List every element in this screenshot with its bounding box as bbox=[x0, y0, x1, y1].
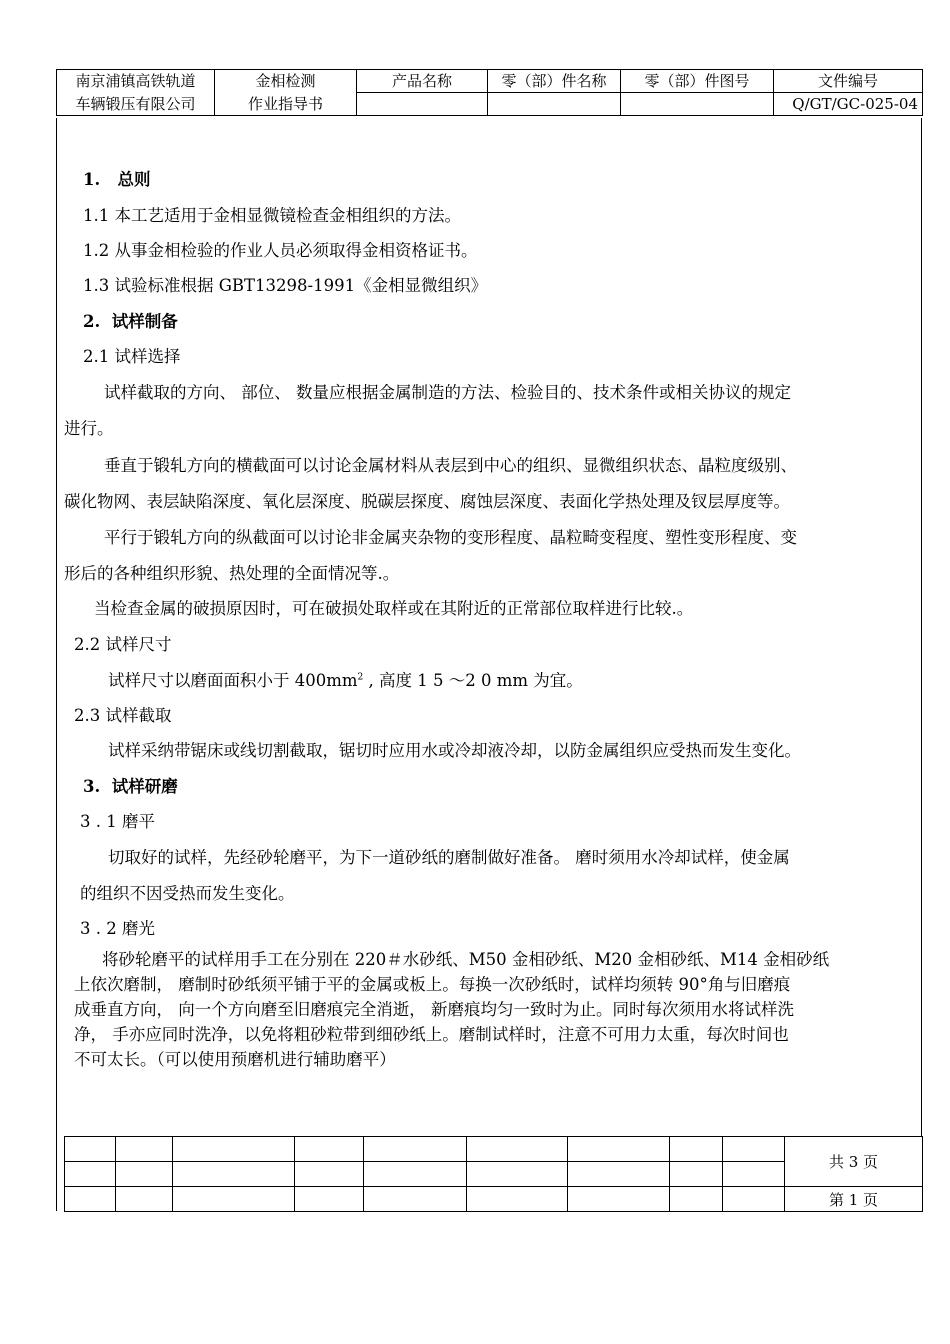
part-drawing-value bbox=[621, 93, 774, 116]
document-frame bbox=[56, 69, 922, 1211]
clause-1-3: 1.3 试验标准根据 GBT13298-1991《金相显微组织》 bbox=[83, 276, 488, 295]
para-8-line-2: 上依次磨制， 磨制时砂纸须平铺于平的金属或板上。每换一次砂纸时，试样均须转 90°角与旧磨痕 bbox=[74, 975, 791, 994]
footer-cell bbox=[173, 1137, 295, 1162]
footer-cell bbox=[116, 1187, 173, 1212]
col-part-name: 零（部）件名称 bbox=[488, 70, 621, 93]
clause-1-2: 1.2 从事金相检验的作业人员必须取得金相资格证书。 bbox=[83, 241, 478, 260]
footer-cell bbox=[723, 1137, 785, 1162]
para-1-line-1: 试样截取的方向、 部位、 数量应根据金属制造的方法、检验目的、技术条件或相关协议的规定 bbox=[104, 383, 791, 402]
para-5-superscript: 2 bbox=[357, 672, 364, 683]
section-3-title: 3. 试样研磨 bbox=[83, 777, 178, 796]
para-5-text-a: 试样尺寸以磨面面积小于 400mm bbox=[108, 671, 358, 690]
para-8-line-3: 成垂直方向， 向一个方向磨至旧磨痕完全消逝， 新磨痕均匀一致时为止。同时每次须用水将试样洗 bbox=[74, 1000, 794, 1019]
para-8-line-4: 净， 手亦应同时洗净，以免将粗砂粒带到细砂纸上。磨制试样时，注意不可用力太重，每次时间也 bbox=[74, 1025, 789, 1044]
para-5 bbox=[108, 667, 583, 691]
clause-2-2: 2.2 试样尺寸 bbox=[74, 635, 172, 654]
section-2-title: 2. 试样制备 bbox=[83, 312, 178, 331]
footer-cell bbox=[723, 1187, 785, 1212]
para-5-text-b: , 高度 1 5 ～2 0 mm 为宜。 bbox=[363, 671, 583, 690]
footer-cell bbox=[65, 1137, 116, 1162]
doc-number-value: Q/GT/GC-025-04 bbox=[774, 93, 923, 116]
footer-cell bbox=[295, 1137, 364, 1162]
clause-2-3: 2.3 试样截取 bbox=[74, 706, 172, 725]
col-product-name: 产品名称 bbox=[357, 70, 488, 93]
total-pages: 共 3 页 bbox=[785, 1137, 923, 1187]
col-doc-number: 文件编号 bbox=[774, 70, 923, 93]
footer-cell bbox=[173, 1187, 295, 1212]
clause-2-1: 2.1 试样选择 bbox=[83, 347, 181, 366]
part-name-value bbox=[488, 93, 621, 116]
para-7-line-2: 的组织不因受热而发生变化。 bbox=[80, 884, 295, 903]
footer-cell bbox=[670, 1162, 723, 1187]
clause-3-2: 3 . 2 磨光 bbox=[80, 919, 155, 938]
para-3-line-2: 形后的各种组织形貌、热处理的全面情况等.。 bbox=[64, 564, 400, 583]
para-4: 当检查金属的破损原因时，可在破损处取样或在其附近的正常部位取样进行比较.。 bbox=[94, 599, 694, 618]
footer-cell bbox=[116, 1162, 173, 1187]
doc-title-line2: 作业指导书 bbox=[215, 93, 357, 116]
footer-cell bbox=[568, 1187, 670, 1212]
para-2-line-2: 碳化物网、表层缺陷深度、氧化层深度、脱碳层探度、腐蚀层深度、表面化学热处理及钗层厚度等。 bbox=[64, 492, 790, 511]
company-name-line1: 南京浦镇高铁轨道 bbox=[57, 70, 215, 93]
clause-3-1: 3 . 1 磨平 bbox=[80, 812, 155, 831]
footer-cell bbox=[723, 1162, 785, 1187]
para-8-line-5: 不可太长。（可以使用预磨机进行辅助磨平） bbox=[74, 1050, 396, 1069]
footer-cell bbox=[364, 1187, 467, 1212]
footer-cell bbox=[670, 1187, 723, 1212]
footer-cell bbox=[467, 1137, 568, 1162]
footer-cell bbox=[295, 1187, 364, 1212]
product-name-value bbox=[357, 93, 488, 116]
header-table bbox=[56, 69, 923, 116]
para-6: 试样采纳带锯床或线切割截取，锯切时应用水或冷却液冷却，以防金属组织应受热而发生变化。 bbox=[108, 741, 801, 760]
current-page: 第 1 页 bbox=[785, 1187, 923, 1212]
para-8-line-1: 将砂轮磨平的试样用手工在分别在 220＃水砂纸、M50 金相砂纸、M20 金相砂纸、M14 金相砂纸 bbox=[102, 950, 830, 969]
footer-cell bbox=[364, 1137, 467, 1162]
footer-cell bbox=[568, 1137, 670, 1162]
footer-cell bbox=[65, 1187, 116, 1212]
footer-cell bbox=[364, 1162, 467, 1187]
doc-title-line1: 金相检测 bbox=[215, 70, 357, 93]
footer-cell bbox=[467, 1187, 568, 1212]
footer-cell bbox=[670, 1137, 723, 1162]
footer-cell bbox=[568, 1162, 670, 1187]
footer-cell bbox=[467, 1162, 568, 1187]
clause-1-1: 1.1 本工艺适用于金相显微镜检查金相组织的方法。 bbox=[83, 206, 461, 225]
section-1-title: 1. 总则 bbox=[83, 170, 151, 189]
footer-cell bbox=[65, 1162, 116, 1187]
footer-cell bbox=[173, 1162, 295, 1187]
para-7-line-1: 切取好的试样，先经砂轮磨平，为下一道砂纸的磨制做好准备。 磨时须用水冷却试样，使金属 bbox=[108, 848, 790, 867]
para-2-line-1: 垂直于锻轧方向的横截面可以讨论金属材料从表层到中心的组织、显微组织状态、晶粒度级别、 bbox=[104, 456, 797, 475]
col-part-drawing: 零（部）件图号 bbox=[621, 70, 774, 93]
para-3-line-1: 平行于锻轧方向的纵截面可以讨论非金属夹杂物的变形程度、晶粒畸变程度、塑性变形程度、变 bbox=[104, 528, 797, 547]
footer-table bbox=[64, 1136, 923, 1212]
company-name-line2: 车辆锻压有限公司 bbox=[57, 93, 215, 116]
footer-cell bbox=[116, 1137, 173, 1162]
footer-cell bbox=[295, 1162, 364, 1187]
para-1-line-2: 进行。 bbox=[64, 419, 114, 438]
